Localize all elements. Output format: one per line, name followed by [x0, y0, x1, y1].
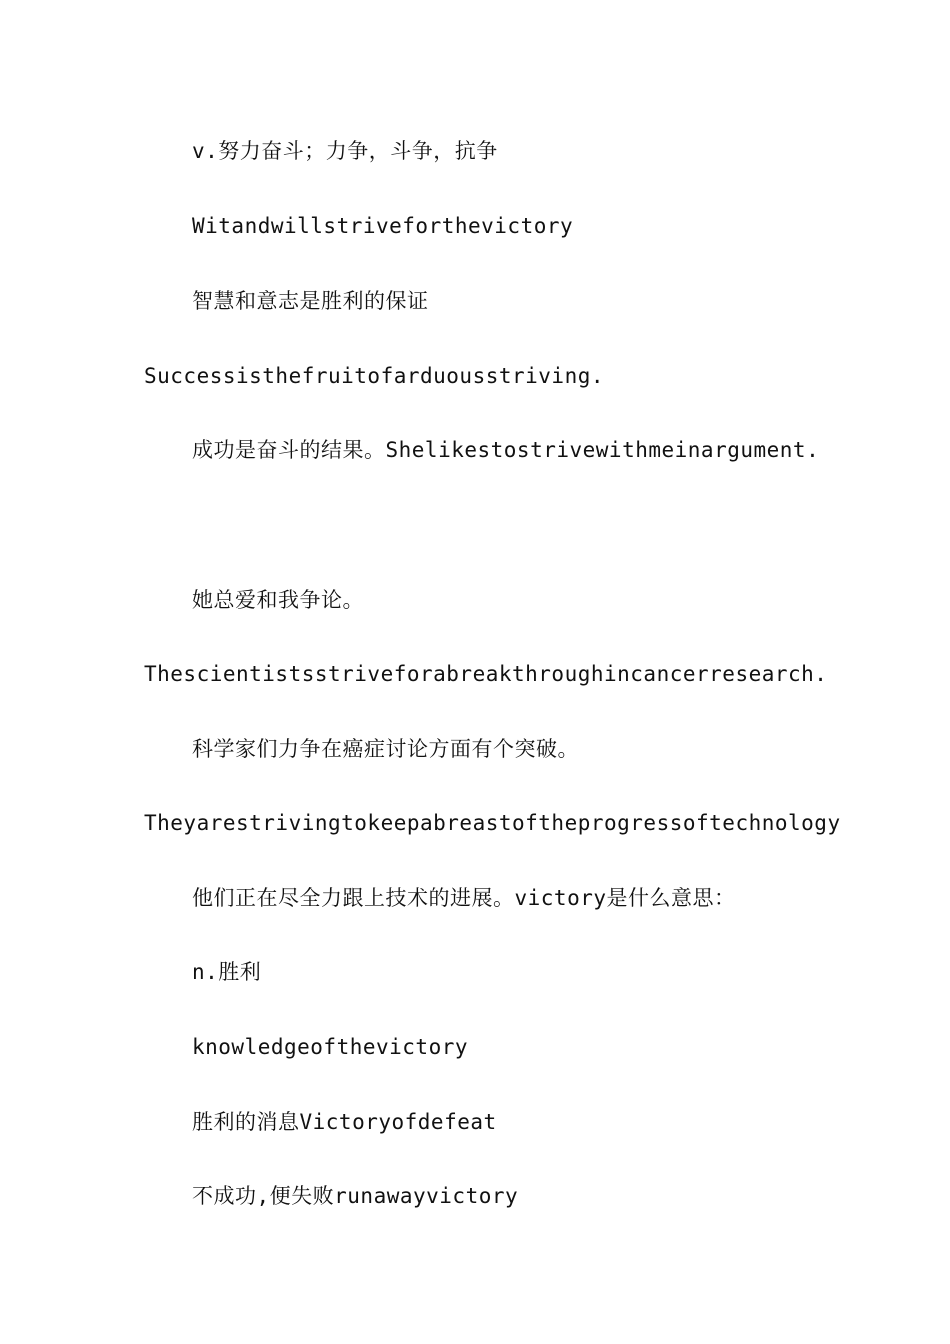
- example-translation-zh: 科学家们力争在癌症讨论方面有个突破。: [192, 737, 579, 761]
- example-translation-zh: 成功是奋斗的结果。Shelikestostrivewithmeinargument.: [192, 438, 820, 462]
- example-sentence-en: Witandwillstriveforthevictory: [192, 214, 574, 238]
- example-translation-zh: 不成功,便失败runawayvictory: [192, 1184, 519, 1208]
- example-sentence-en: Thescientistsstriveforabreakthroughincancerresearch.: [144, 662, 828, 686]
- example-translation-zh: 他们正在尽全力跟上技术的进展。victory是什么意思：: [192, 886, 736, 910]
- definition-verb-line: v.努力奋斗；力争，斗争，抗争: [192, 139, 498, 163]
- example-phrase-en: knowledgeofthevictory: [192, 1035, 469, 1059]
- example-sentence-en: Successisthefruitofarduousstriving.: [144, 364, 605, 388]
- example-translation-zh: 她总爱和我争论。: [192, 588, 364, 612]
- example-translation-zh: 胜利的消息Victoryofdefeat: [192, 1110, 497, 1134]
- definition-noun-line: n.胜利: [192, 960, 262, 984]
- example-sentence-en: Theyarestrivingtokeepabreastoftheprogressoftechnology: [144, 811, 841, 835]
- example-translation-zh: 智慧和意志是胜利的保证: [192, 289, 429, 313]
